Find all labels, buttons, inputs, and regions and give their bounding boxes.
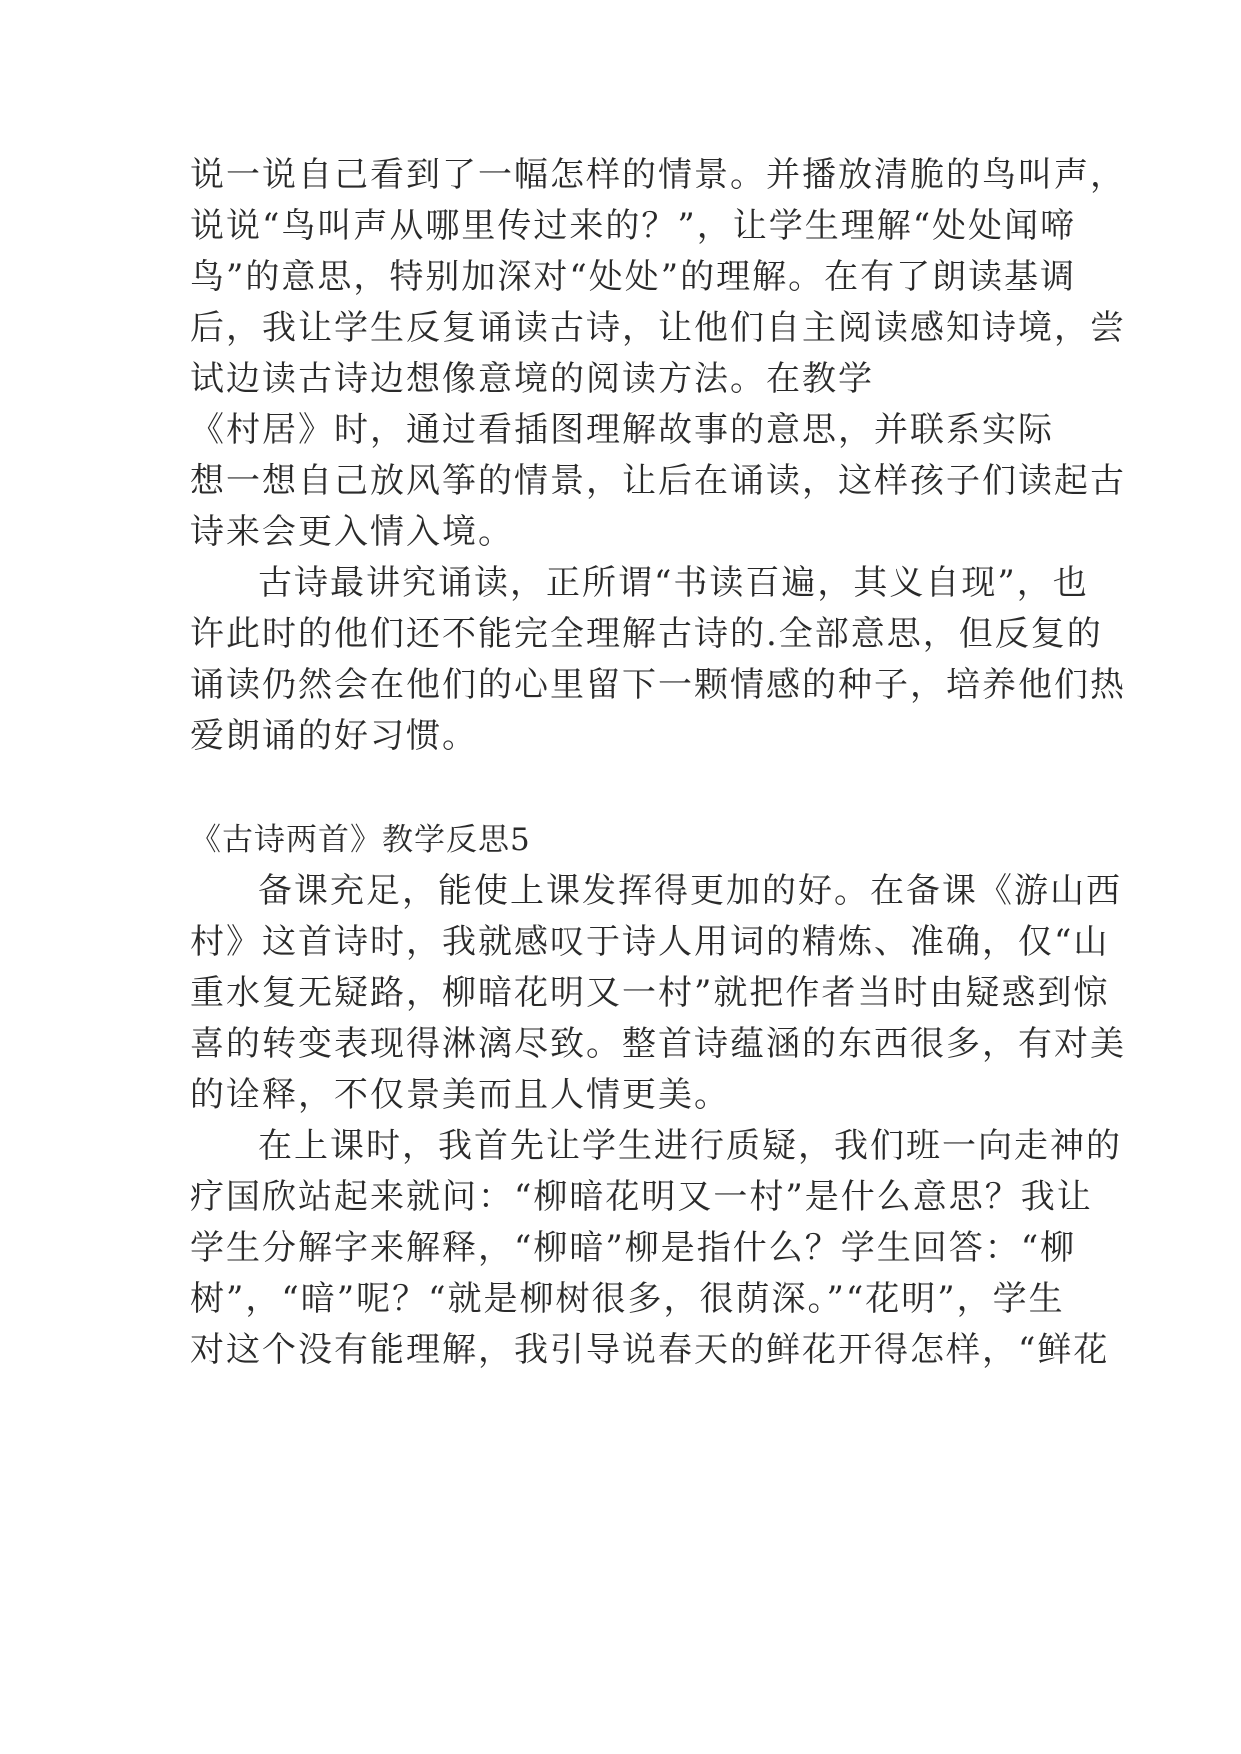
paragraph-line: 在上课时，我首先让学生进行质疑，我们班一向走神的 — [258, 1126, 1122, 1166]
paragraph-line: 说一说自己看到了一幅怎样的情景。并播放清脆的鸟叫声， — [190, 155, 1126, 195]
paragraph-line: 对这个没有能理解，我引导说春天的鲜花开得怎样，“鲜花 — [190, 1330, 1110, 1370]
paragraph-line: 重水复无疑路，柳暗花明又一村”就把作者当时由疑惑到惊 — [190, 973, 1110, 1013]
paragraph-line: 试边读古诗边想像意境的阅读方法。在教学 — [190, 359, 874, 399]
section-title: 《古诗两首》教学反思5 — [190, 822, 531, 858]
paragraph-line: 的诠释，不仅景美而且人情更美。 — [190, 1075, 730, 1115]
paragraph-line: 鸟”的意思，特别加深对“处处”的理解。在有了朗读基调 — [190, 257, 1077, 297]
paragraph-line: 爱朗诵的好习惯。 — [190, 716, 478, 756]
paragraph-line: 疗国欣站起来就问：“柳暗花明又一村”是什么意思？我让 — [190, 1177, 1093, 1217]
paragraph-line: 许此时的他们还不能完全理解古诗的.全部意思，但反复的 — [190, 614, 1103, 654]
paragraph-line: 古诗最讲究诵读，正所谓“书读百遍，其义自现”，也 — [258, 563, 1089, 603]
paragraph-line: 说说“鸟叫声从哪里传过来的？”，让学生理解“处处闻啼 — [190, 206, 1077, 246]
paragraph-line: 树”，“暗”呢？“就是柳树很多，很荫深。”“花明”，学生 — [190, 1279, 1065, 1319]
paragraph-line: 《村居》时，通过看插图理解故事的意思，并联系实际 — [190, 410, 1054, 450]
paragraph-line: 村》这首诗时，我就感叹于诗人用词的精炼、准确，仅“山 — [190, 922, 1110, 962]
paragraph-line: 后，我让学生反复诵读古诗，让他们自主阅读感知诗境，尝 — [190, 308, 1126, 348]
paragraph-line: 想一想自己放风筝的情景，让后在诵读，这样孩子们读起古 — [190, 461, 1126, 501]
paragraph-line: 备课充足，能使上课发挥得更加的好。在备课《游山西 — [258, 871, 1122, 911]
paragraph-line: 诗来会更入情入境。 — [190, 512, 514, 552]
paragraph-line: 学生分解字来解释，“柳暗”柳是指什么？学生回答：“柳 — [190, 1228, 1077, 1268]
paragraph-line: 诵读仍然会在他们的心里留下一颗情感的种子，培养他们热 — [190, 665, 1126, 705]
paragraph-line: 喜的转变表现得淋漓尽致。整首诗蕴涵的东西很多，有对美 — [190, 1024, 1126, 1064]
